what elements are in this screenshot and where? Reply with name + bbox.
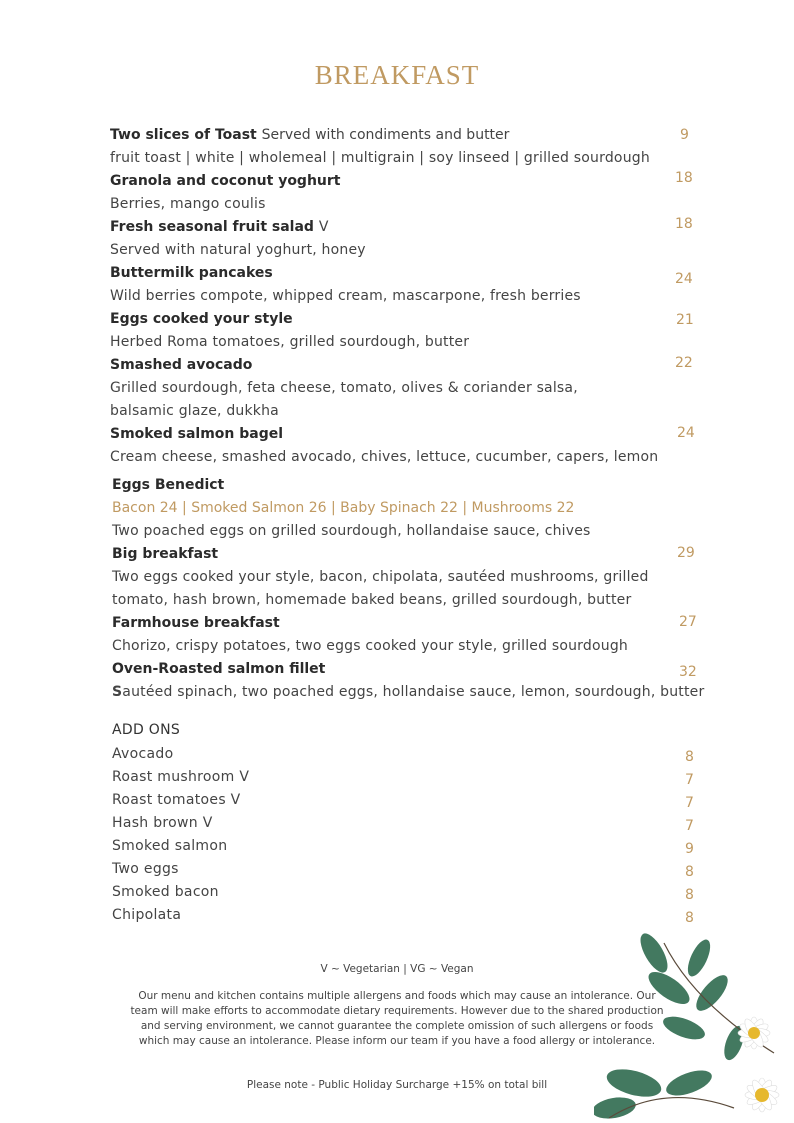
addon-price: 8	[685, 749, 694, 765]
desc-farmhouse: Chorizo, crispy potatoes, two eggs cooked your style, grilled sourdough	[112, 638, 628, 654]
addon-name: Smoked bacon	[112, 884, 219, 900]
desc-avocado-line2: balsamic glaze, dukkha	[110, 403, 279, 419]
menu-item-pancakes-name: Buttermilk pancakes	[110, 265, 273, 281]
menu-item-big-breakfast-name: Big breakfast	[112, 546, 219, 562]
desc-salmon	[112, 684, 704, 700]
daisy-flower-1	[738, 1017, 771, 1050]
menu-item-benedict-name: Eggs Benedict	[112, 477, 225, 493]
addon-price: 8	[685, 864, 694, 880]
menu-item-toast-name	[110, 127, 509, 143]
dietary-legend: V ~ Vegetarian | VG ~ Vegan	[320, 963, 474, 975]
addon-price: 8	[685, 887, 694, 903]
desc-benedict: Two poached eggs on grilled sourdough, hollandaise sauce, chives	[112, 523, 591, 539]
addon-price: 9	[685, 841, 694, 857]
menu-item-bagel-name: Smoked salmon bagel	[110, 426, 284, 442]
vegetarian-marker: V	[318, 219, 329, 235]
addon-name: Hash brown V	[112, 815, 213, 831]
page-title: BREAKFAST	[314, 60, 480, 90]
allergen-notice: Our menu and kitchen contains multiple allergens and foods which may cause an intolerance. Our team will make efforts to accommodate dietary requirements. However due to the shared production and serving environment, we cannot guarantee the complete omission of such allergens or foods which may cause an intolerance. Please inform our team if you have a food allergy or intolerance.	[130, 990, 664, 1047]
price-big-breakfast: 29	[677, 545, 695, 561]
addon-name: Chipolata	[112, 907, 182, 923]
item-name-text: Fresh seasonal fruit salad	[110, 219, 314, 235]
price-granola: 18	[675, 170, 693, 186]
price-salmon: 32	[679, 664, 697, 680]
daisy-flower-2	[745, 1078, 779, 1112]
menu-item-farmhouse-name: Farmhouse breakfast	[112, 615, 280, 631]
addon-price: 7	[685, 772, 694, 788]
desc-granola: Berries, mango coulis	[110, 196, 266, 212]
addon-price: 7	[685, 795, 694, 811]
desc-toast: fruit toast | white | wholemeal | multigrain | soy linseed | grilled sourdough	[110, 150, 650, 166]
price-pancakes: 24	[675, 271, 693, 287]
desc-eggs: Herbed Roma tomatoes, grilled sourdough, butter	[110, 334, 470, 350]
desc-pancakes: Wild berries compote, whipped cream, mascarpone, fresh berries	[110, 288, 581, 304]
menu-item-eggs-name: Eggs cooked your style	[110, 311, 293, 327]
price-avocado: 22	[675, 355, 693, 371]
desc-avocado-line1: Grilled sourdough, feta cheese, tomato, olives & coriander salsa,	[110, 380, 578, 396]
desc-initial: S	[112, 684, 123, 700]
desc-bagel: Cream cheese, smashed avocado, chives, lettuce, cucumber, capers, lemon	[110, 449, 659, 465]
desc-big-breakfast-line1: Two eggs cooked your style, bacon, chipolata, sautéed mushrooms, grilled	[112, 569, 649, 585]
item-name-text: Two slices of Toast	[110, 127, 257, 143]
price-toast: 9	[680, 127, 689, 143]
daisy-eucalyptus-illustration	[594, 933, 794, 1123]
price-farmhouse: 27	[679, 614, 697, 630]
price-fruit-salad: 18	[675, 216, 693, 232]
price-eggs: 21	[676, 312, 694, 328]
addon-name: Two eggs	[112, 861, 179, 877]
menu-item-salmon-name: Oven-Roasted salmon fillet	[112, 661, 326, 677]
price-bagel: 24	[677, 425, 695, 441]
item-name-extra: Served with condiments and butter	[261, 127, 510, 143]
surcharge-notice: Please note - Public Holiday Surcharge +15% on total bill	[246, 1079, 548, 1091]
desc-rest: autéed spinach, two poached eggs, hollandaise sauce, lemon, sourdough, butter	[122, 684, 705, 700]
menu-item-avocado-name: Smashed avocado	[110, 357, 253, 373]
addon-price: 7	[685, 818, 694, 834]
addon-price: 8	[685, 910, 694, 926]
addon-name: Smoked salmon	[112, 838, 228, 854]
desc-fruit-salad: Served with natural yoghurt, honey	[110, 242, 366, 258]
addon-name: Avocado	[112, 746, 174, 762]
addon-name: Roast mushroom V	[112, 769, 250, 785]
addon-name: Roast tomatoes V	[112, 792, 241, 808]
menu-item-granola-name: Granola and coconut yoghurt	[110, 173, 341, 189]
menu-item-fruit-salad-name	[110, 219, 328, 235]
desc-big-breakfast-line2: tomato, hash brown, homemade baked beans, grilled sourdough, butter	[112, 592, 632, 608]
benedict-variants: Bacon 24 | Smoked Salmon 26 | Baby Spinach 22 | Mushrooms 22	[112, 500, 575, 516]
addons-heading: ADD ONS	[112, 722, 181, 738]
